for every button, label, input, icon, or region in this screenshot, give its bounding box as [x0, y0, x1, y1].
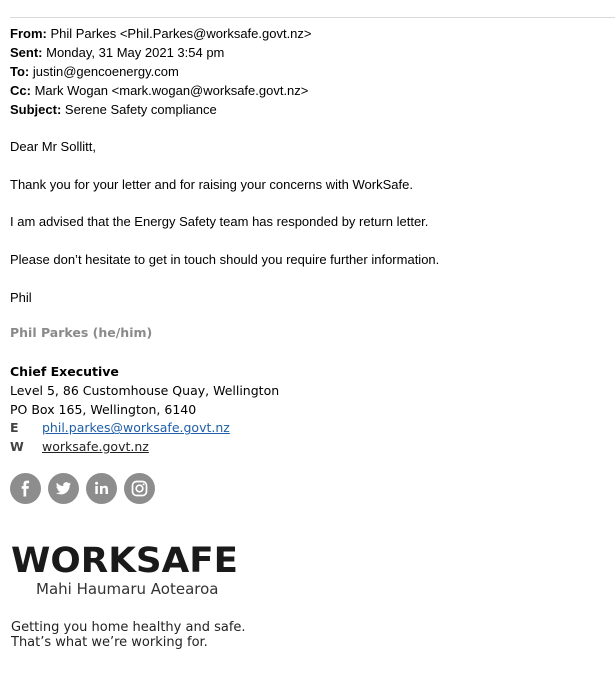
signoff: Phil — [10, 290, 32, 305]
email-link[interactable]: phil.parkes@worksafe.govt.nz — [42, 420, 230, 436]
instagram-icon[interactable] — [124, 473, 155, 504]
worksafe-logo — [11, 541, 238, 598]
social-links — [10, 473, 155, 504]
twitter-icon[interactable] — [48, 473, 79, 504]
tagline-line-2: That’s what we’re working for. — [11, 635, 208, 650]
web-row — [10, 438, 279, 457]
signature-block — [10, 363, 279, 457]
signature-name: Phil Parkes (he/him) — [10, 325, 153, 340]
to-label: To: — [10, 64, 30, 79]
from-row — [10, 24, 312, 43]
paragraph-1: Thank you for your letter and for raising your concerns with WorkSafe. — [10, 177, 413, 192]
email-label: E — [10, 420, 19, 436]
web-label: W — [10, 439, 24, 455]
subject-label: Subject: — [10, 102, 62, 117]
facebook-icon[interactable] — [10, 473, 41, 504]
address-line-2: PO Box 165, Wellington, 6140 — [10, 401, 197, 417]
linkedin-icon[interactable] — [86, 473, 117, 504]
paragraph-2: I am advised that the Energy Safety team has responded by return letter. — [10, 214, 429, 229]
cc-row — [10, 81, 312, 100]
sent-label: Sent: — [10, 45, 43, 60]
sent-value: Monday, 31 May 2021 3:54 pm — [46, 45, 225, 60]
from-label: From: — [10, 26, 47, 41]
greeting: Dear Mr Sollitt, — [10, 139, 96, 154]
subject-row — [10, 100, 312, 119]
to-row — [10, 62, 312, 81]
email-row — [10, 419, 279, 438]
from-value: Phil Parkes <Phil.Parkes@worksafe.govt.nz> — [50, 26, 312, 41]
signature-title: Chief Executive — [10, 364, 119, 379]
address-line-1: Level 5, 86 Customhouse Quay, Wellington — [10, 382, 280, 398]
tagline-line-1: Getting you home healthy and safe. — [11, 620, 246, 635]
subject-value: Serene Safety compliance — [64, 102, 217, 117]
email-headers — [10, 24, 312, 119]
tagline — [11, 620, 246, 650]
logo-subtitle: Mahi Haumaru Aotearoa — [36, 580, 219, 598]
paragraph-3: Please don’t hesitate to get in touch should you require further information. — [10, 252, 440, 267]
web-link[interactable]: worksafe.govt.nz — [42, 439, 149, 455]
sent-row — [10, 43, 312, 62]
header-divider — [10, 17, 615, 18]
cc-value: Mark Wogan <mark.wogan@worksafe.govt.nz> — [34, 83, 309, 98]
logo-wordmark: WORKSAFE — [11, 541, 238, 581]
cc-label: Cc: — [10, 83, 31, 98]
to-value: justin@gencoenergy.com — [32, 64, 179, 79]
